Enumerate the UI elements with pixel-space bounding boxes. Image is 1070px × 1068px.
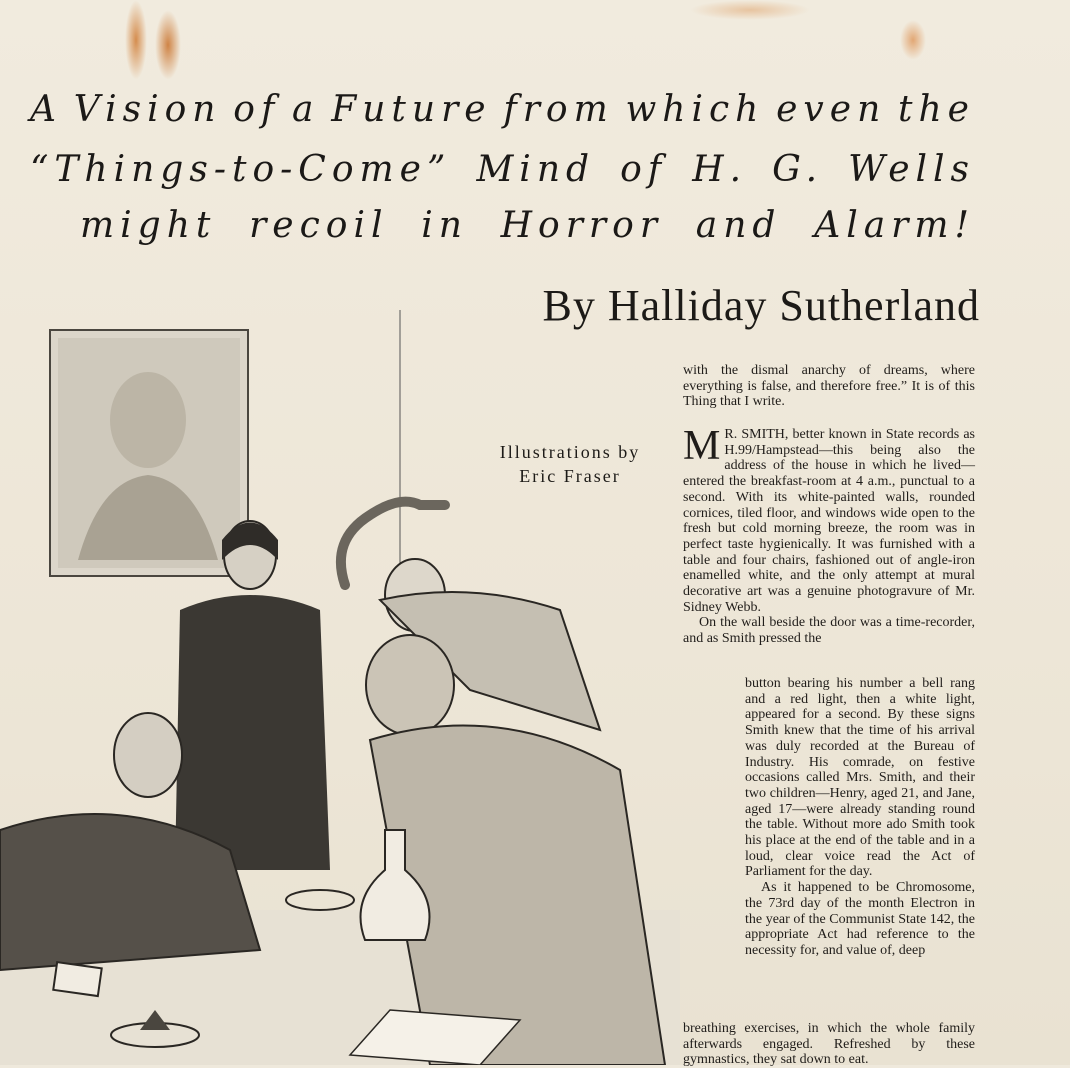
headline-word: recoil: [249, 205, 389, 246]
headline-word: of: [233, 89, 281, 130]
headline-word: the: [898, 89, 975, 130]
headline-word: of: [620, 149, 668, 190]
headline-word: might: [80, 205, 217, 246]
headline-word: in: [421, 205, 468, 246]
headline-word: which: [625, 89, 765, 130]
article-bottom-lines: [683, 1021, 975, 1068]
byline: By Halliday Sutherland: [542, 281, 980, 330]
third-paragraph: As it happened to be Chromosome, the 73rd day of the month Electron in the year of the Communist State 142, the appropriate Act had reference to the necessity for, and value of, deep: [745, 880, 975, 958]
headline-word: and: [695, 205, 782, 246]
headline-word: Alarm!: [814, 205, 975, 246]
third-paragraph-end: breathing exercises, in which the whole family afterwards engaged. Refreshed by these gymnastics, they sat down to eat.: [683, 1021, 975, 1068]
headline-line-2: [30, 149, 975, 190]
headline-word: Wells: [848, 149, 975, 190]
headline-word: Vision: [73, 89, 222, 130]
headline-word: “Things-to-Come”: [30, 149, 452, 190]
headline-word: from: [503, 89, 614, 130]
glass: [53, 962, 101, 996]
stain-mark: [690, 0, 810, 20]
headline-word: H.: [692, 149, 748, 190]
headline-word: a: [292, 89, 320, 130]
credit-line-1: Illustrations by: [499, 442, 641, 462]
headline-word: A: [30, 89, 62, 130]
plate: [286, 890, 354, 910]
first-paragraph: [683, 423, 975, 615]
headline-word: Future: [331, 89, 492, 130]
headline-line-1: [30, 89, 975, 130]
headline-line-3: [80, 205, 975, 246]
headline-word: G.: [772, 149, 824, 190]
drop-cap: M: [683, 423, 721, 469]
stain-mark: [125, 0, 147, 80]
second-paragraph-start: On the wall beside the door was a time-recorder, and as Smith pressed the: [683, 615, 975, 647]
headline-word: Horror: [500, 205, 664, 246]
second-paragraph-rest: button bearing his number a bell rang and a red light, then a white light, appeared for a second. By these signs Smith knew that the time of his arrival was duly recorded at the Bureau of Industry. His comrade, on festive occasions called Mrs. Smith, and their two children—Henry, aged 21, and Jane, aged 17—were already standing round the table. Without more ado Smith took his place at the end of the table and in a loud, clear voice read the Act of Parliament for the day.: [745, 676, 975, 880]
opening-paragraph: with the dismal anarchy of dreams, where everything is false, and therefore free.” It is of this Thing that I write.: [683, 363, 975, 410]
first-paragraph-text: R. SMITH, better known in State records as H.99/Hampstead—this being also the address of the house in which he lived—entered the breakfast-room at 4 a.m., punctual to a second. With its white-painted walls, rounded cornices, tiled floor, and windows wide open to the fresh but cold morning breeze, the room was in perfect taste hygienically. It was furnished with a table and four chairs, fashioned out of angle-iron enamelled white, and the only attempt at mural decorative art was a genuine photogravure of Mr. Sidney Webb.: [683, 427, 975, 615]
portrait-frame: [50, 330, 248, 576]
headline-word: even: [776, 89, 887, 130]
article-narrow-column: [745, 676, 975, 959]
stain-mark: [155, 10, 181, 80]
article-opening: [683, 363, 975, 410]
headline-word: Mind: [476, 149, 596, 190]
credit-line-2: Eric Fraser: [519, 466, 621, 486]
stain-mark: [900, 20, 926, 60]
illustration: [0, 310, 680, 1065]
article-main-column: [683, 423, 975, 647]
